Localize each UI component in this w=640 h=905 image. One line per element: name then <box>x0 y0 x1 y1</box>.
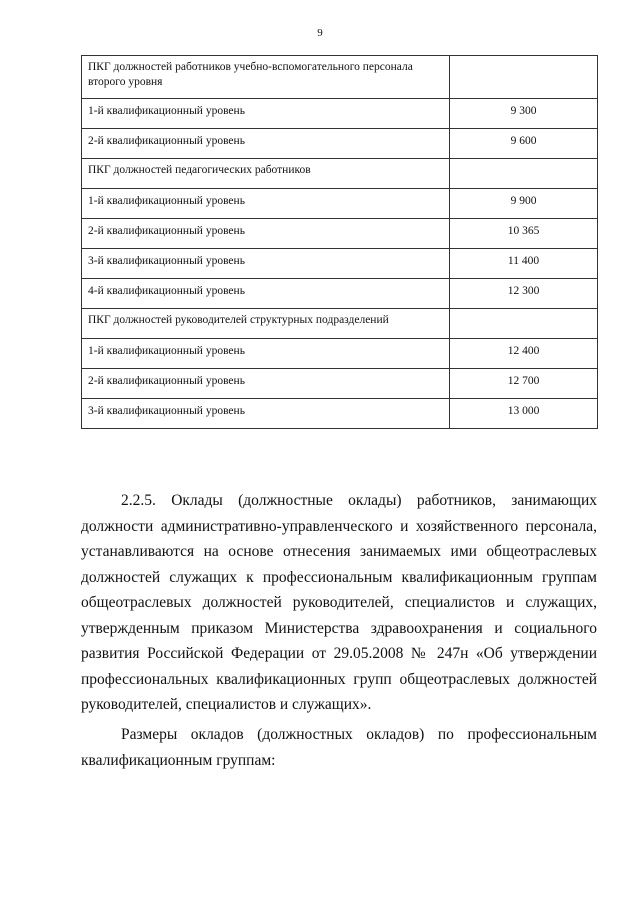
table-cell-name: ПКГ должностей руководителей структурных подразделений <box>82 309 450 339</box>
table-row <box>82 399 598 429</box>
table-row <box>82 309 598 339</box>
paragraph-2-2-5: 2.2.5. Оклады (должностные оклады) работников, занимающих должности административно-управленческого и хозяйственного персонала, устанавливаются на основе отнесения занимаемых ими общеотраслевых должностей служащих к профессиональным квалификационным группам общеотраслевых должностей руководителей, специалистов и служащих, утвержденным приказом Министерства здравоохранения и социального развития Российской Федерации от 29.05.2008 № 247н «Об утверждении профессиональных квалификационных групп общеотраслевых должностей руководителей, специалистов и служащих». <box>81 492 597 713</box>
salary-table <box>81 55 598 429</box>
table-row <box>82 279 598 309</box>
table-row <box>82 219 598 249</box>
table-cell-name: ПКГ должностей педагогических работников <box>82 159 450 189</box>
page-number: 9 <box>317 27 323 39</box>
table-cell-name: 3-й квалификационный уровень <box>82 249 450 279</box>
table-row <box>82 189 598 219</box>
table-row <box>82 369 598 399</box>
table-cell-value <box>450 309 598 339</box>
table-row <box>82 129 598 159</box>
table-row <box>82 339 598 369</box>
table-cell-name: 4-й квалификационный уровень <box>82 279 450 309</box>
table-cell-value: 9 300 <box>450 99 598 129</box>
table-cell-name: 1-й квалификационный уровень <box>82 189 450 219</box>
table-cell-name: 2-й квалификационный уровень <box>82 369 450 399</box>
table-cell-value <box>450 56 598 99</box>
table-cell-value: 10 365 <box>450 219 598 249</box>
paragraph-salary-sizes: Размеры окладов (должностных окладов) по профессиональным квалификационным группам: <box>81 726 597 769</box>
table-cell-name: 2-й квалификационный уровень <box>82 129 450 159</box>
table-cell-value: 12 300 <box>450 279 598 309</box>
table-cell-value: 9 600 <box>450 129 598 159</box>
table-row <box>82 159 598 189</box>
table-cell-value: 9 900 <box>450 189 598 219</box>
table-cell-value: 12 700 <box>450 369 598 399</box>
table-row <box>82 56 598 99</box>
table-cell-value: 11 400 <box>450 249 598 279</box>
table-row <box>82 249 598 279</box>
table-cell-value: 12 400 <box>450 339 598 369</box>
table-cell-name: 2-й квалификационный уровень <box>82 219 450 249</box>
table-cell-value <box>450 159 598 189</box>
table-cell-name: 1-й квалификационный уровень <box>82 339 450 369</box>
table-cell-name: 1-й квалификационный уровень <box>82 99 450 129</box>
table-row <box>82 99 598 129</box>
table-cell-name: ПКГ должностей работников учебно-вспомогательного персонала второго уровня <box>82 56 450 99</box>
table-cell-value: 13 000 <box>450 399 598 429</box>
table-cell-name: 3-й квалификационный уровень <box>82 399 450 429</box>
